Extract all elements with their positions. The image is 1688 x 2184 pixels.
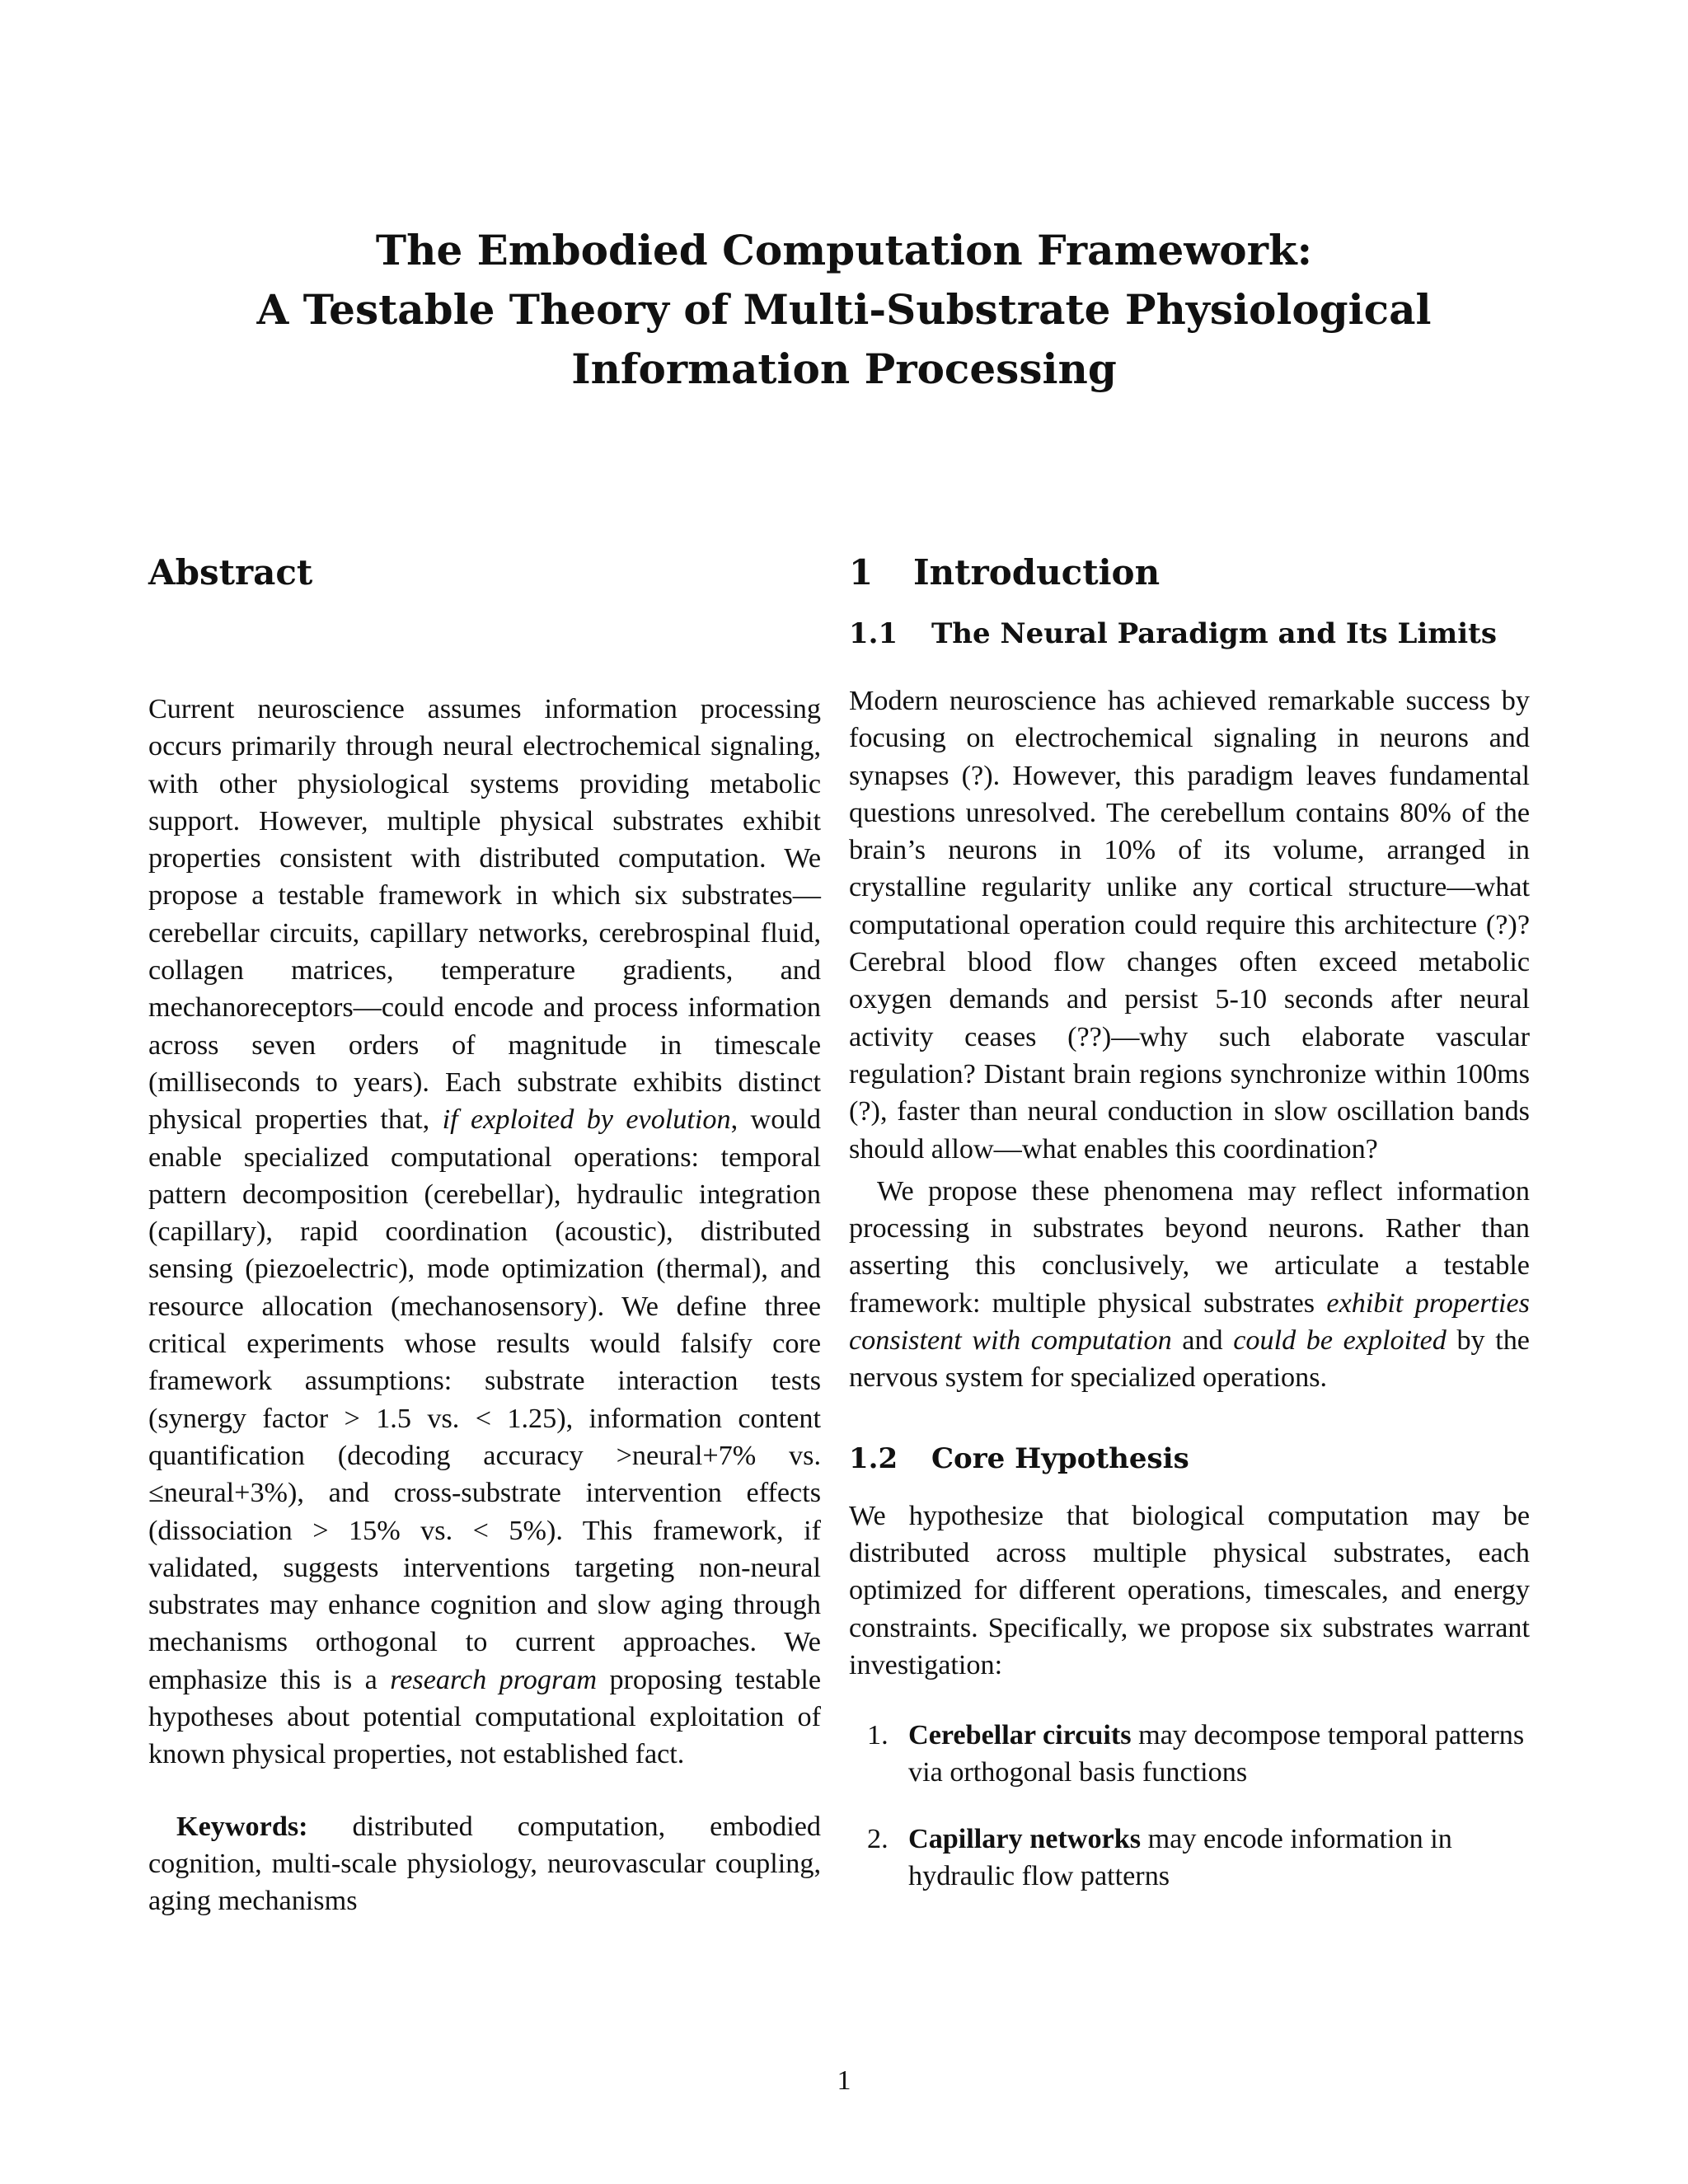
hypothesis-paragraph: We hypothesize that biological computation may be distributed across multiple physical substrates, each optimized for different operations, timescales, and energy constraints. Specifically, we propose six substrates warrant investigation: <box>849 1500 1530 1680</box>
list-marker: 2. <box>867 1823 889 1854</box>
section-title: Introduction <box>913 552 1160 593</box>
abstract-heading: Abstract <box>148 552 313 593</box>
intro-paragraph-2-part-c: by the nervous system for specialized operations. <box>849 1325 1530 1394</box>
title-line-3: Information Processing <box>571 344 1117 393</box>
list-item-text: may decompose temporal patterns via orthogonal basis functions <box>908 1720 1525 1788</box>
intro-paragraph-2-part-a: We propose these phenomena may reflect information processing in substrates beyond neurons. Rather than asserting this conclusively, we articulate a testable framework: multiple physical substrates <box>849 1175 1530 1319</box>
subsection-title: The Neural Paradigm and Its Limits <box>931 617 1498 650</box>
right-column <box>849 544 1530 1924</box>
list-item-term: Capillary networks <box>908 1823 1142 1854</box>
subsection-number: 1.1 <box>849 617 898 650</box>
list-item <box>849 1821 1530 1896</box>
intro-emphasis-2: could be exploited <box>1233 1325 1447 1357</box>
subsection-title: Core Hypothesis <box>931 1441 1189 1475</box>
list-item-term: Cerebellar circuits <box>908 1720 1132 1751</box>
left-column <box>148 544 821 1920</box>
subsection-number: 1.2 <box>849 1441 898 1475</box>
intro-emphasis-1: exhibit properties consistent with computation <box>849 1287 1530 1357</box>
keywords-text: distributed computation, embodied cognition, multi-scale physiology, neurovascular coupling, aging mechanisms <box>148 1811 821 1917</box>
page-number: 1 <box>837 2065 851 2096</box>
abstract-emphasis-2: research program <box>390 1664 598 1695</box>
intro-paragraph-2-part-b: and <box>1171 1325 1234 1357</box>
keywords-label: Keywords: <box>176 1811 308 1842</box>
list-marker: 1. <box>867 1720 889 1751</box>
paper-title <box>165 221 1523 399</box>
intro-paragraph-2 <box>849 1173 1530 1397</box>
abstract-text-part-2: , would enable specialized computational operations: temporal pattern decomposition (cerebellar), hydraulic integration (capillary), rapid coordination (acoustic), distributed sensing (piezoelectric), mode optimization (thermal), and resource allocation (mechanosensory). We define three critical experiments whose results would falsify core framework assumptions: substrate interaction tests (synergy factor > 1.5 vs. < 1.25), information content quantification (decoding accuracy >neural+7% vs. ≤neural+3%), and cross-substrate intervention effects (dissociation > 15% vs. < 5%). This framework, if validated, suggests interventions targeting non-neural substrates may enhance cognition and slow aging through mechanisms orthogonal to current approaches. We emphasize this is a <box>148 1104 821 1695</box>
subsection-heading-1-1 <box>849 613 1530 654</box>
abstract-emphasis-1: if exploited by evolution <box>442 1104 731 1136</box>
title-line-1: The Embodied Computation Framework: <box>375 226 1313 274</box>
intro-paragraph-1: Modern neuroscience has achieved remarkable success by focusing on electrochemical signaling in neurons and synapses (?). However, this paradigm leaves fundamental questions unresolved. The cerebellum contains 80% of the brain’s neurons in 10% of its volume, arranged in crystalline regularity unlike any cortical structure—what computational operation could require this architecture (?)? Cerebral blood flow changes often exceed metabolic oxygen demands and persist 5-10 seconds after neural activity ceases (??)—why such elaborate vascular regulation? Distant brain regions synchronize within 100ms (?), faster than neural conduction in slow oscillation bands should allow—what enables this coordination? <box>849 686 1530 1165</box>
keywords <box>148 1808 821 1920</box>
title-line-2: A Testable Theory of Multi-Substrate Physiological <box>256 285 1432 334</box>
abstract-text-part-3: proposing testable hypotheses about potential computational exploitation of known physical properties, not established fact. <box>148 1664 821 1770</box>
subsection-heading-1-2 <box>849 1438 1530 1479</box>
abstract-text-part-1: Current neuroscience assumes information processing occurs primarily through neural electrochemical signaling, with other physiological systems providing metabolic support. However, multiple physical substrates exhibit properties consistent with distributed computation. We propose a testable framework in which six substrates—cerebellar circuits, capillary networks, cerebrospinal fluid, collagen matrices, temperature gradients, and mechanoreceptors—could encode and process information across seven orders of magnitude in timescale (milliseconds to years). Each substrate exhibits distinct physical properties that, <box>148 694 821 1136</box>
list-item-text: may encode information in hydraulic flow patterns <box>908 1823 1452 1892</box>
section-number: 1 <box>849 552 874 593</box>
introduction-heading <box>849 544 1530 602</box>
list-item <box>849 1717 1530 1792</box>
substrate-list <box>849 1717 1530 1895</box>
abstract-text <box>148 691 821 1774</box>
